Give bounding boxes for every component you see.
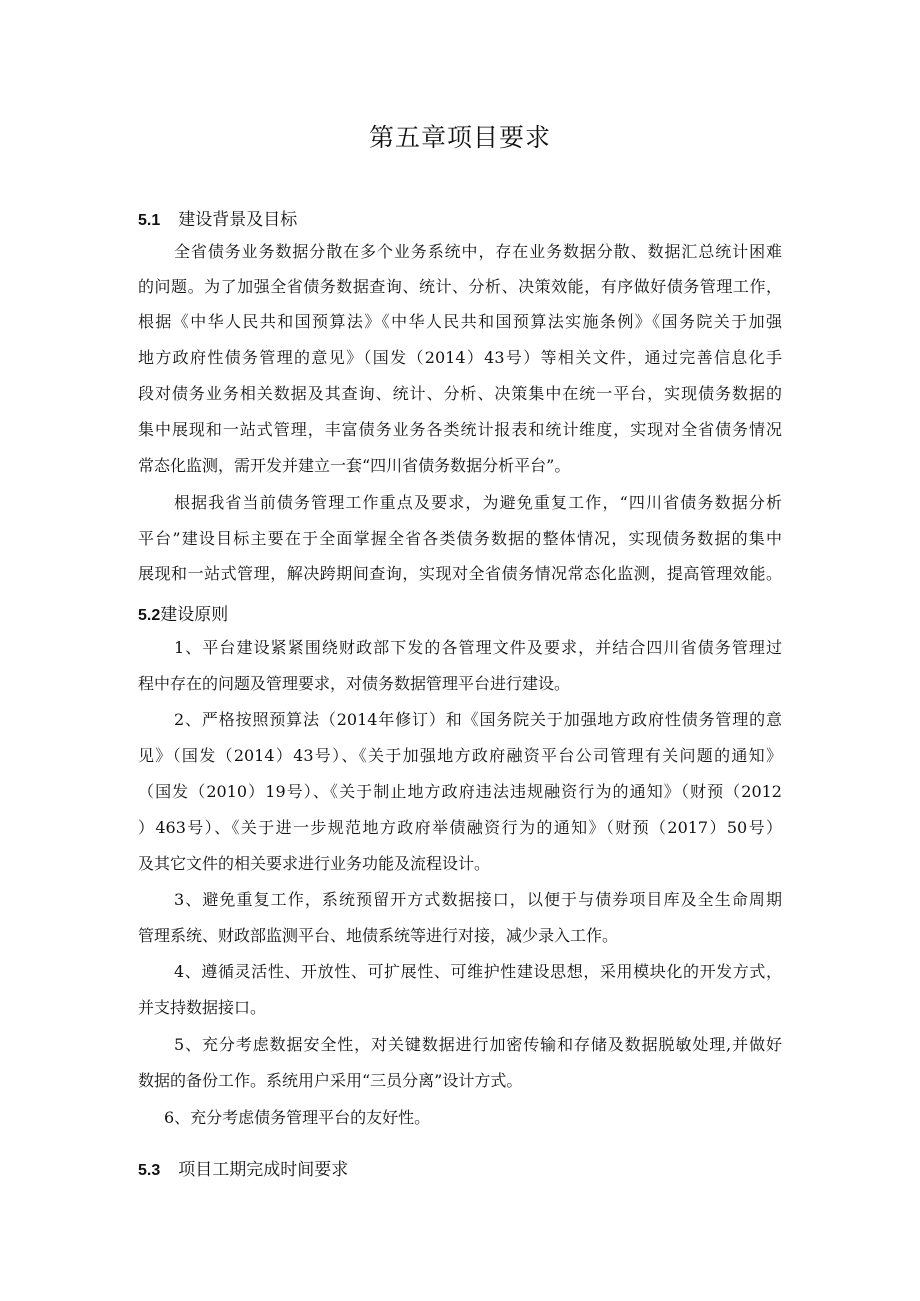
paragraph-line: 集中展现和一站式管理，丰富债务业务各类统计报表和统计维度，实现对全省债务情况	[138, 420, 782, 439]
section-heading-5-3	[138, 1155, 348, 1180]
section-title: 项目工期完成时间要求	[178, 1160, 349, 1180]
paragraph-line: 4、遵循灵活性、开放性、可扩展性、可维护性建设思想，采用模块化的开发方式，	[174, 962, 782, 981]
paragraph-line: 展现和一站式管理，解决跨期间查询，实现对全省债务情况常态化监测，提高管理效能。	[138, 564, 782, 583]
chapter-title: 第五章项目要求	[368, 123, 551, 152]
paragraph-line: 的问题。为了加强全省债务数据查询、统计、分析、决策效能，有序做好债务管理工作，	[138, 277, 782, 296]
paragraph-line: 常态化监测，需开发并建立一套“四川省债务数据分析平台”。	[138, 456, 571, 475]
paragraph-line: 管理系统、财政部监测平台、地债系统等进行对接，减少录入工作。	[138, 926, 619, 945]
paragraph-line: ）463号）、《关于进一步规范地方政府举债融资行为的通知》（财预（2017）50号）	[138, 818, 782, 837]
section-heading-5-2	[138, 600, 228, 625]
paragraph-line: 程中存在的问题及管理要求，对债务数据管理平台进行建设。	[138, 674, 571, 693]
section-number: 5.2	[138, 607, 161, 624]
paragraph-line: 地方政府性债务管理的意见》（国发（2014）43号）等相关文件，通过完善信息化手	[138, 348, 782, 367]
paragraph-line: 3、避免重复工作，系统预留开方式数据接口，以便于与债券项目库及全生命周期	[174, 890, 782, 909]
paragraph-line: 6、充分考虑债务管理平台的友好性。	[164, 1108, 431, 1127]
paragraph-line: 平台”建设目标主要在于全面掌握全省各类债务数据的整体情况，实现债务数据的集中	[138, 529, 782, 548]
paragraph-line: 数据的备份工作。系统用户采用“三员分离”设计方式。	[138, 1071, 523, 1090]
paragraph-line: 及其它文件的相关要求进行业务功能及流程设计。	[138, 854, 491, 873]
paragraph-line: 根据我省当前债务管理工作重点及要求，为避免重复工作，“四川省债务数据分析	[174, 493, 782, 512]
section-number: 5.3	[138, 1162, 161, 1179]
section-title: 建设背景及目标	[178, 210, 298, 230]
paragraph-line: 2、严格按照预算法（2014年修订）和《国务院关于加强地方政府性债务管理的意	[174, 710, 782, 729]
paragraph-line: 段对债务业务相关数据及其查询、统计、分析、决策集中在统一平台，实现债务数据的	[138, 384, 782, 403]
paragraph-line: 1、平台建设紧紧围绕财政部下发的各管理文件及要求，并结合四川省债务管理过	[174, 638, 782, 657]
section-title: 建设原则	[160, 605, 229, 625]
section-number: 5.1	[138, 212, 161, 229]
paragraph-line: 5、充分考虑数据安全性，对关键数据进行加密传输和存储及数据脱敏处理,并做好	[174, 1035, 782, 1054]
paragraph-line: 并支持数据接口。	[138, 998, 267, 1017]
paragraph-line: 根据《中华人民共和国预算法》《中华人民共和国预算法实施条例》《国务院关于加强	[138, 312, 782, 331]
paragraph-line: 全省债务业务数据分散在多个业务系统中，存在业务数据分散、数据汇总统计困难	[174, 242, 782, 261]
paragraph-line: 见》（国发（2014）43号）、《关于加强地方政府融资平台公司管理有关问题的通知》	[138, 746, 782, 765]
paragraph-line: （国发（2010）19号）、《关于制止地方政府违法违规融资行为的通知》（财预（2012	[138, 782, 782, 801]
section-heading-5-1	[138, 205, 297, 230]
